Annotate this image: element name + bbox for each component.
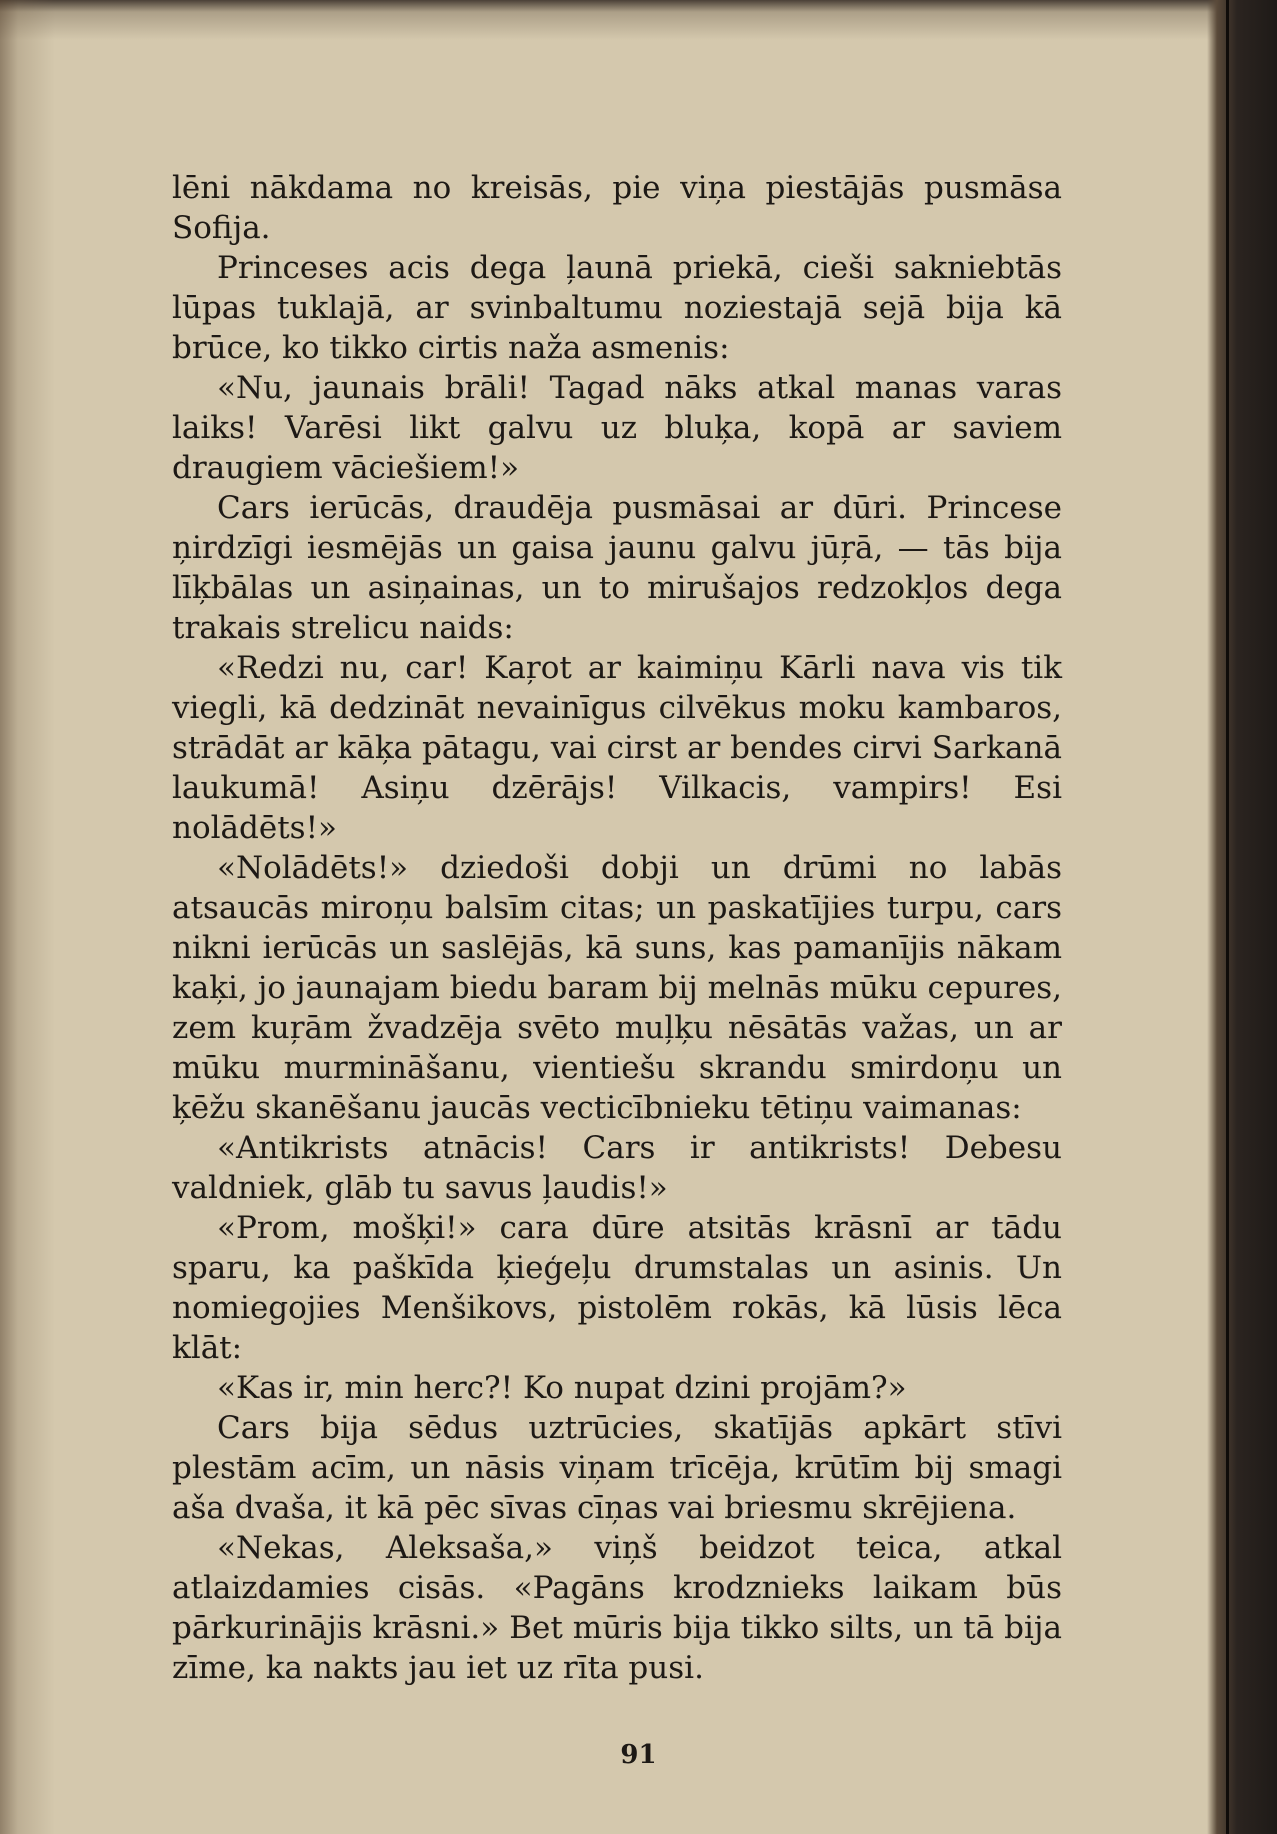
paragraph: «Nekas, Aleksaša,» viņš beidzot teica, atkal atlaizdamies cisās. «Pagāns krodznieks laikam būs pārkurinājis krāsni.» Bet mūris bija tikko silts, un tā bija zīme, ka nakts jau iet uz rīta pusi. [172,1530,1062,1686]
paragraph: «Prom, mošķi!» cara dūre atsitās krāsnī ar tādu sparu, ka paškīda ķieģeļu drumstalas un asinis. Un nomiegojies Menšikovs, pistolēm rokās, kā lūsis lēca klāt: [172,1210,1062,1366]
paragraph: «Nolādēts!» dziedoši dobji un drūmi no labās atsaucās miroņu balsīm citas; un paskatījies turpu, cars nikni ierūcās un saslējās, kā suns, kas pamanījis nākam kaķi, jo jaunajam biedu baram bij melnās mūku cepures, zem kuŗām žvadzēja svēto muļķu nēsātās važas, un ar mūku murmināšanu, vientiešu skrandu smirdoņu un ķēžu skanēšanu jaucās vecticībnieku tētiņu vaimanas: [172,850,1062,1126]
paragraph: Cars ierūcās, draudēja pusmāsai ar dūri. Princese ņirdzīgi iesmējās un gaisa jaunu galvu jūŗā, — tās bija līķbālas un asiņainas, un to mirušajos redzokļos dega trakais strelicu naids: [172,490,1062,646]
book-spine [1207,0,1277,1834]
binding-edge [1226,0,1229,1834]
paragraph: Cars bija sēdus uztrūcies, skatījās apkārt stīvi plestām acīm, un nāsis viņam trīcēja, krūtīm bij smagi aša dvaša, it kā pēc sīvas cīņas vai briesmu skrējiena. [172,1410,1062,1526]
page-text [172,168,1062,1688]
paragraph: «Redzi nu, car! Kaŗot ar kaimiņu Kārli nava vis tik viegli, kā dedzināt nevainīgus cilvēkus moku kambaros, strādāt ar kāķa pātagu, vai cirst ar bendes cirvi Sarkanā laukumā! Asiņu dzērājs! Vilkacis, vampirs! Esi nolādēts!» [172,650,1062,846]
paragraph: «Kas ir, min herc?! Ko nupat dzini projām?» [217,1370,907,1406]
paragraph: Princeses acis dega ļaunā priekā, cieši sakniebtās lūpas tuklajā, ar svinbaltumu noziestajā sejā bija kā brūce, ko tikko cirtis naža asmenis: [172,250,1062,366]
paragraph: «Nu, jaunais brāli! Tagad nāks atkal manas varas laiks! Varēsi likt galvu uz bluķa, kopā ar saviem draugiem vāciešiem!» [172,370,1062,486]
paragraph: «Antikrists atnācis! Cars ir antikrists! Debesu valdniek, glāb tu savus ļaudis!» [172,1130,1062,1206]
paragraph: lēni nākdama no kreisās, pie viņa piestājās pusmāsa Sofija. [172,170,1062,246]
page-number: 91 [620,1740,657,1770]
